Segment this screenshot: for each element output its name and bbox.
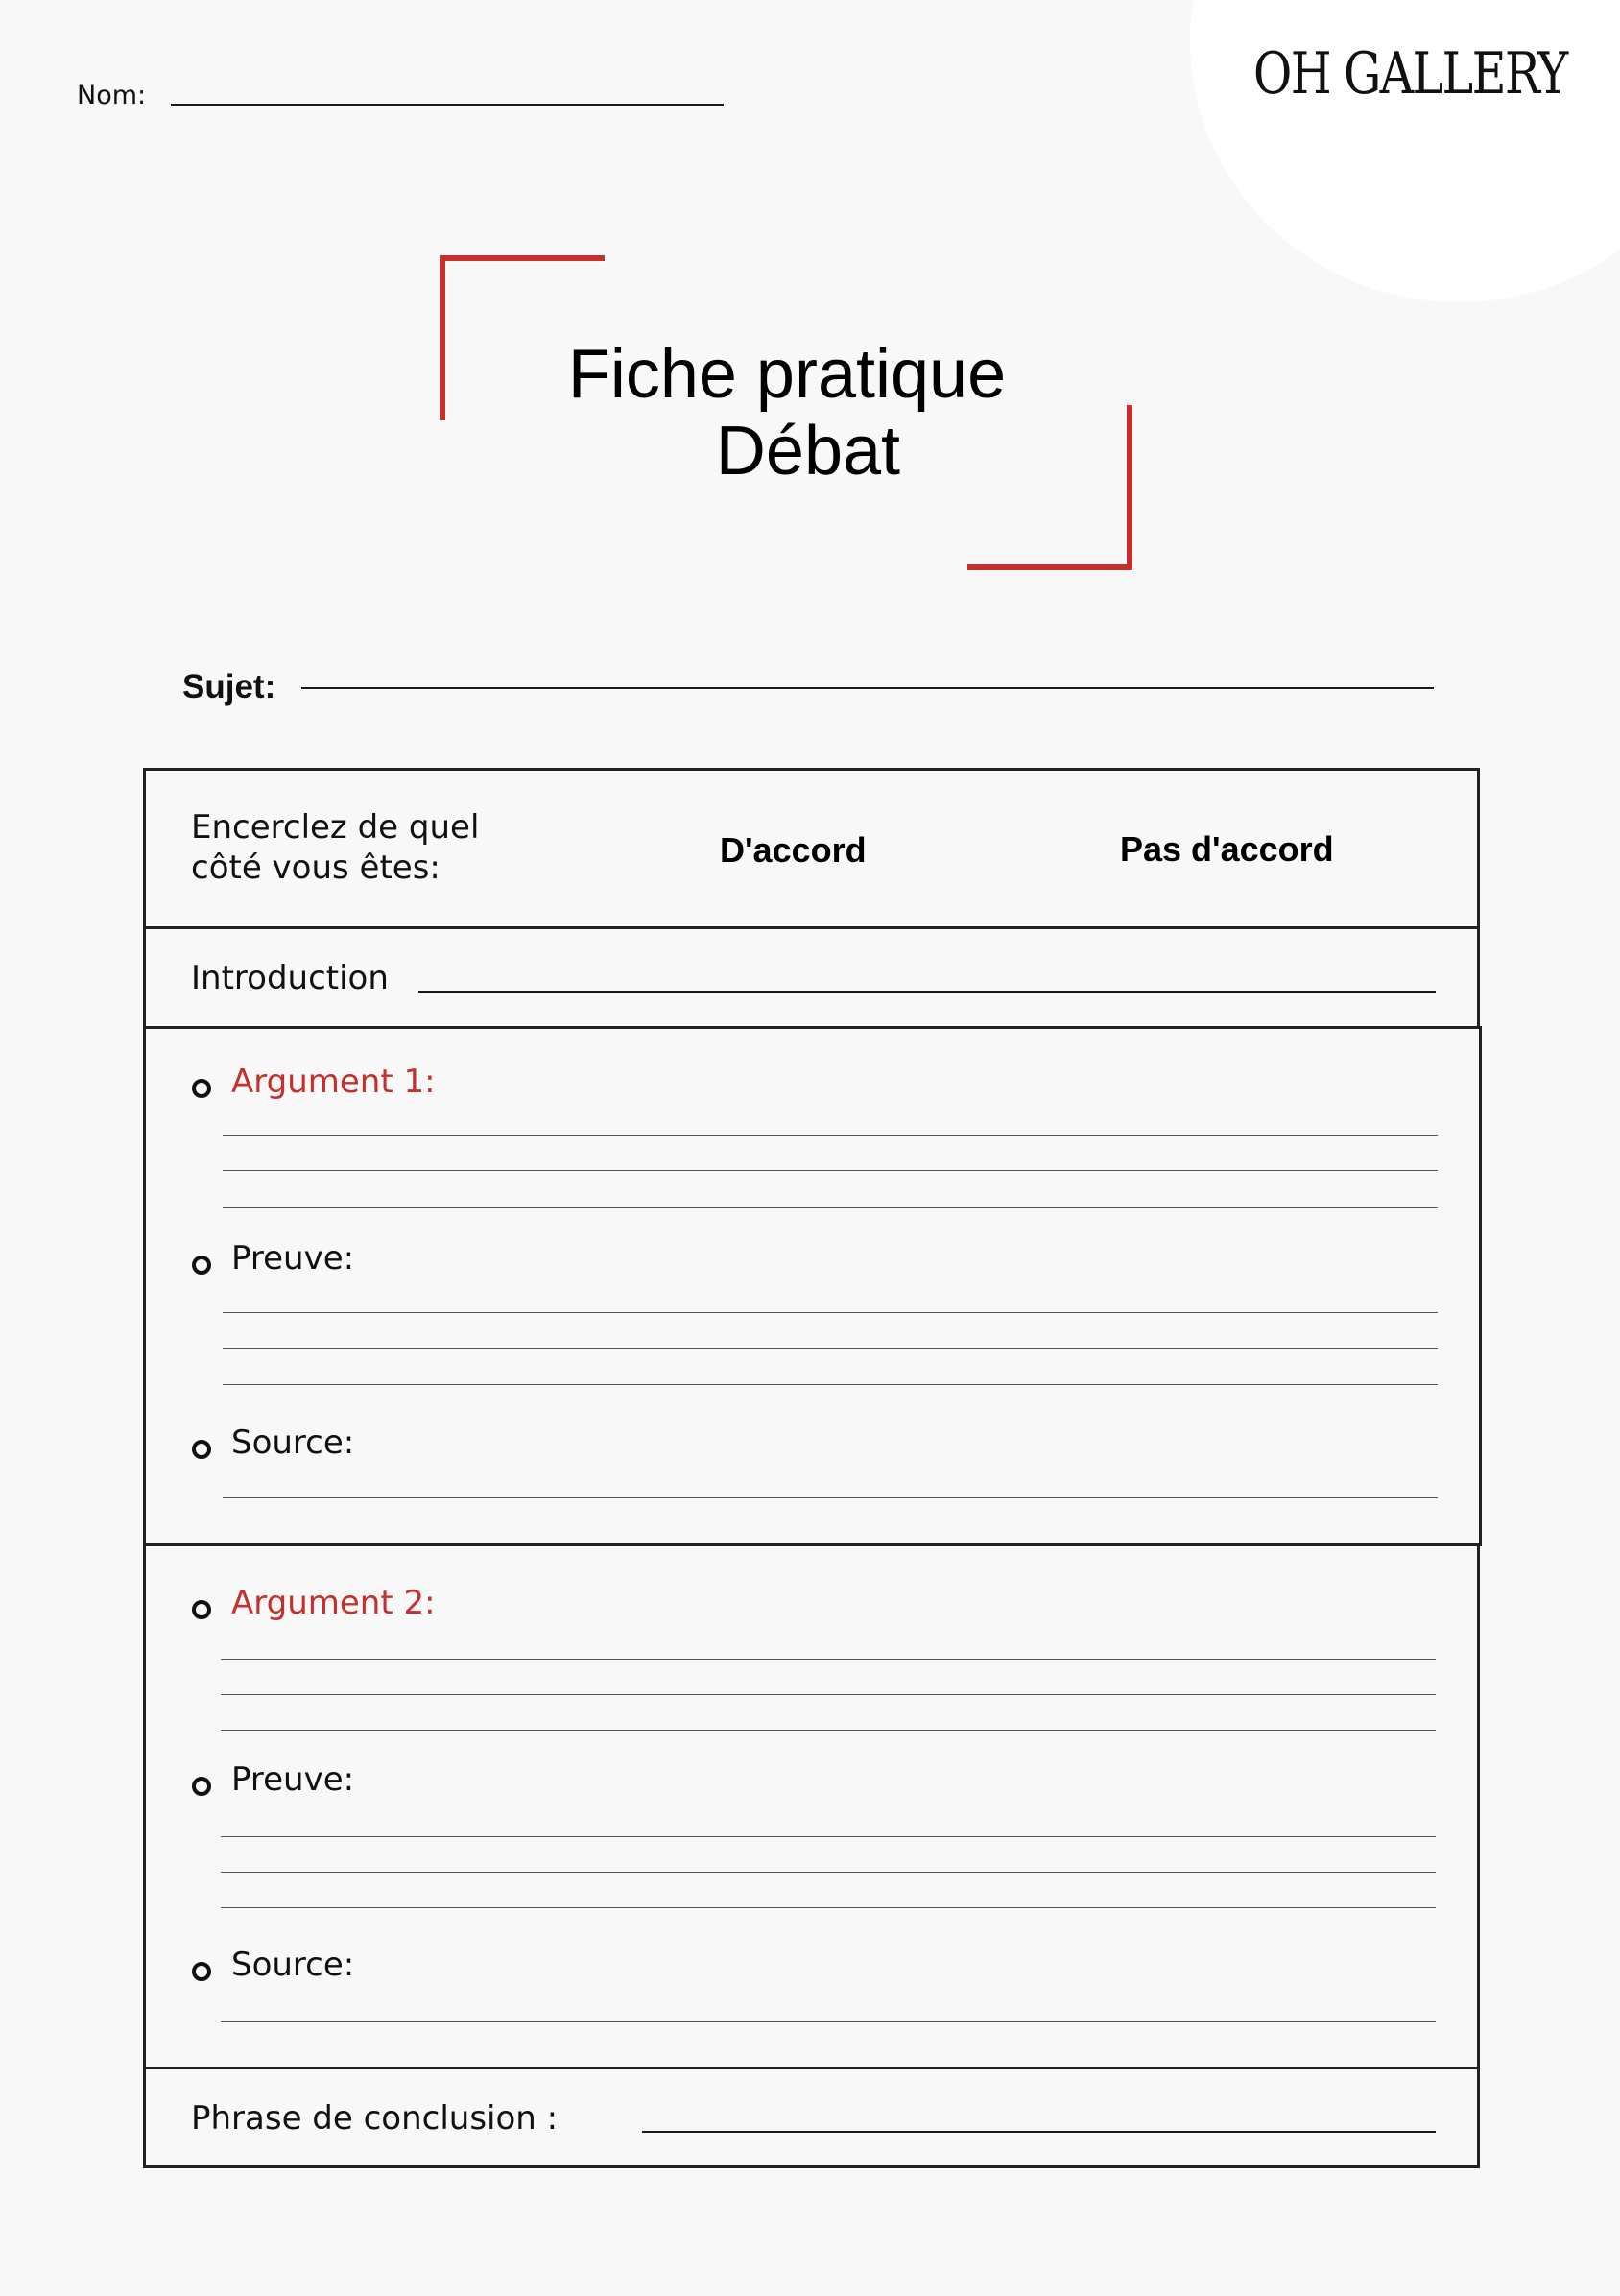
bracket-bottom-vertical (1127, 405, 1132, 570)
argument-line[interactable] (223, 1170, 1438, 1171)
side-choice-row (143, 768, 1480, 929)
bracket-bottom-horizontal (967, 564, 1132, 570)
argument-label: Argument 2: (231, 1584, 436, 1622)
argument-label: Argument 1: (231, 1063, 436, 1101)
introduction-row (143, 926, 1480, 1029)
argument-line[interactable] (223, 1207, 1438, 1208)
proof-line[interactable] (221, 1907, 1436, 1908)
subject-label: Sujet: (182, 668, 276, 706)
argument-line[interactable] (221, 1694, 1436, 1695)
side-prompt-line2: côté vous êtes: (191, 849, 441, 887)
bullet-icon (192, 1440, 211, 1459)
proof-line[interactable] (221, 1872, 1436, 1873)
page-title-line1: Fiche pratique (567, 336, 1007, 413)
bracket-top-vertical (440, 255, 445, 420)
argument-block-2 (143, 1543, 1480, 2069)
bracket-top-horizontal (440, 255, 605, 261)
name-label: Nom: (77, 81, 147, 110)
name-input-line[interactable] (171, 104, 724, 106)
argument-line[interactable] (223, 1135, 1438, 1136)
argument-line[interactable] (221, 1730, 1436, 1731)
proof-line[interactable] (223, 1348, 1438, 1349)
proof-line[interactable] (221, 1836, 1436, 1837)
disagree-option[interactable]: Pas d'accord (1120, 829, 1334, 869)
page-title-line2: Débat (715, 413, 901, 490)
source-line[interactable] (221, 2021, 1436, 2022)
bullet-icon (192, 1962, 211, 1981)
brand-logo: OH GALLERY (1253, 40, 1567, 108)
introduction-label: Introduction (191, 959, 389, 997)
proof-label: Preuve: (231, 1760, 355, 1799)
subject-input-line[interactable] (301, 687, 1434, 689)
bullet-icon (192, 1600, 211, 1619)
agree-option[interactable]: D'accord (720, 830, 867, 870)
source-line[interactable] (223, 1497, 1438, 1498)
proof-label: Preuve: (231, 1239, 355, 1278)
introduction-input-line[interactable] (418, 991, 1436, 993)
argument-line[interactable] (221, 1659, 1436, 1660)
conclusion-label: Phrase de conclusion : (191, 2099, 559, 2138)
conclusion-row (143, 2067, 1480, 2168)
source-label: Source: (231, 1423, 355, 1462)
bullet-icon (192, 1777, 211, 1796)
proof-line[interactable] (223, 1312, 1438, 1313)
source-label: Source: (231, 1946, 355, 1984)
conclusion-input-line[interactable] (642, 2131, 1436, 2133)
bullet-icon (192, 1079, 211, 1098)
argument-block-1 (143, 1026, 1482, 1546)
bullet-icon (192, 1256, 211, 1275)
proof-line[interactable] (223, 1384, 1438, 1385)
side-prompt-line1: Encerclez de quel (191, 808, 480, 847)
